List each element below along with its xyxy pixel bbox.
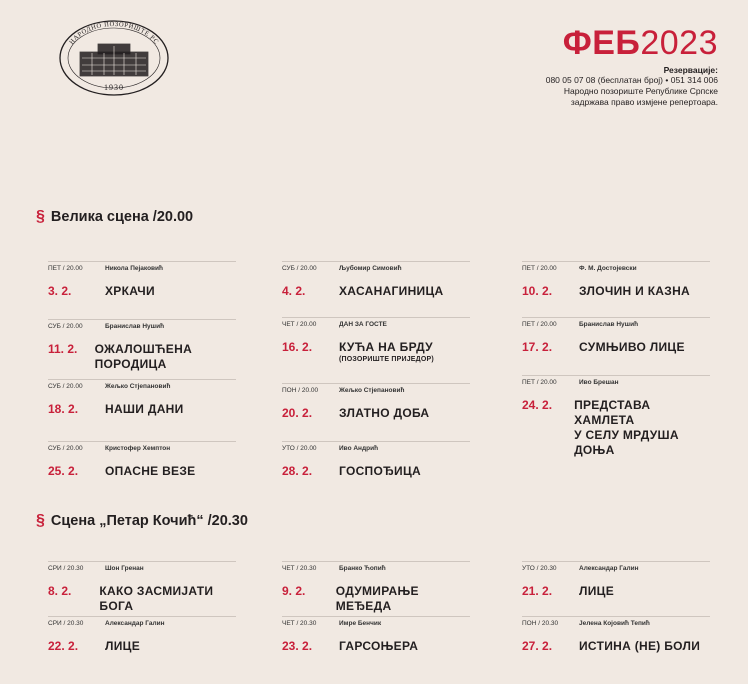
section-icon: § xyxy=(36,208,45,225)
section-title-main-stage xyxy=(36,208,193,226)
month-label: ФЕБ xyxy=(562,24,641,62)
event-day: ПЕТ / 20.00 xyxy=(522,265,557,272)
event-item xyxy=(522,616,710,654)
section-title-text: Велика сцена /20.00 xyxy=(50,209,194,225)
event-date: 16. 2. xyxy=(282,340,313,354)
event-item xyxy=(48,561,236,614)
event-day: СУБ / 20.00 xyxy=(48,445,83,452)
event-day: ЧЕТ / 20.30 xyxy=(282,565,317,572)
event-item xyxy=(282,383,470,421)
event-title: ОПАСНЕ ВЕЗЕ xyxy=(105,464,196,478)
event-author: Бранислав Нушић xyxy=(105,323,165,330)
event-item xyxy=(282,616,470,654)
event-day: УТО / 20.30 xyxy=(522,565,557,572)
event-date: 24. 2. xyxy=(522,398,553,412)
section-title-text: Сцена „Петар Кочић“ /20.30 xyxy=(50,513,248,529)
event-author: Никола Пејаковић xyxy=(105,265,164,272)
logo-year: 1930 xyxy=(104,83,124,92)
event-date: 4. 2. xyxy=(282,284,306,298)
event-day: ЧЕТ / 20.30 xyxy=(282,620,317,627)
event-title: ГОСПОЂИЦА xyxy=(339,464,421,478)
event-date: 11. 2. xyxy=(48,342,78,356)
event-day: СУБ / 20.00 xyxy=(48,323,83,330)
svg-text:НАРОДНО ПОЗОРИШТЕ РС xyxy=(68,21,160,46)
event-title: ЛИЦЕ xyxy=(105,639,141,653)
event-author: Бранко Ћопић xyxy=(339,565,386,572)
event-date: 8. 2. xyxy=(48,584,72,598)
event-item xyxy=(48,261,236,299)
logo-arc-text: НАРОДНО ПОЗОРИШТЕ РС xyxy=(68,20,160,46)
event-day: СУБ / 20.00 xyxy=(48,383,83,390)
event-author: Ф. М. Достојевски xyxy=(579,265,637,272)
event-date: 28. 2. xyxy=(282,464,313,478)
event-item xyxy=(282,561,470,614)
event-date: 18. 2. xyxy=(48,402,79,416)
section-icon: § xyxy=(36,512,45,529)
event-author: Александар Галин xyxy=(105,620,165,627)
reservations-label: Резервације: xyxy=(663,65,718,75)
event-title: СУМЊИВО ЛИЦЕ xyxy=(579,340,685,354)
event-date: 21. 2. xyxy=(522,584,553,598)
event-date: 3. 2. xyxy=(48,284,72,298)
event-author: Имре Бенчик xyxy=(339,620,382,627)
event-author: Иво Брешан xyxy=(579,379,619,386)
event-item xyxy=(48,616,236,654)
event-item xyxy=(522,375,710,458)
event-date: 27. 2. xyxy=(522,639,553,653)
event-title: ИСТИНА (НЕ) БОЛИ xyxy=(579,639,701,653)
event-day: ПЕТ / 20.00 xyxy=(522,379,557,386)
event-title: НАШИ ДАНИ xyxy=(105,402,184,416)
event-title: КАКО ЗАСМИЈАТИ БОГА xyxy=(99,584,214,613)
event-day: ПЕТ / 20.00 xyxy=(522,321,557,328)
section-title-kocic-stage xyxy=(36,512,248,530)
event-author: Бранислав Нушић xyxy=(579,321,639,328)
event-date: 10. 2. xyxy=(522,284,553,298)
event-item xyxy=(522,561,710,599)
theatre-logo xyxy=(58,18,170,98)
event-date: 9. 2. xyxy=(282,584,306,598)
event-date: 22. 2. xyxy=(48,639,79,653)
event-title: ЗЛАТНО ДОБА xyxy=(339,406,430,420)
event-title: ХРКАЧИ xyxy=(105,284,155,298)
event-item xyxy=(282,261,470,299)
event-day: ПОН / 20.00 xyxy=(282,387,319,394)
event-author: Кристофер Хемптон xyxy=(105,445,171,452)
event-title: ОДУМИРАЊЕ МЕЂЕДА xyxy=(335,584,419,613)
event-title: ГАРСОЊЕРА xyxy=(339,639,419,653)
event-title: ОЖАЛОШЋЕНА ПОРОДИЦА xyxy=(94,342,193,371)
event-author: Шон Гренан xyxy=(105,565,144,572)
event-day: ПОН / 20.30 xyxy=(522,620,559,627)
month-year xyxy=(546,26,718,60)
event-day: ПЕТ / 20.00 xyxy=(48,265,83,272)
event-item xyxy=(48,379,236,417)
event-title: ЛИЦЕ xyxy=(579,584,615,598)
event-author: ДАН ЗА ГОСТЕ xyxy=(339,321,387,328)
event-date: 20. 2. xyxy=(282,406,313,420)
event-date: 17. 2. xyxy=(522,340,553,354)
repertoire-note-1: Народно позориште Републике Српске xyxy=(563,86,718,96)
event-date: 25. 2. xyxy=(48,464,79,478)
year-label: 2023 xyxy=(640,24,718,62)
event-title: ЗЛОЧИН И КАЗНА xyxy=(579,284,691,298)
event-author: Жељко Стјепановић xyxy=(339,387,405,394)
header-block xyxy=(546,26,718,108)
event-item xyxy=(282,317,470,363)
event-title: ХАСАНАГИНИЦА xyxy=(339,284,444,298)
event-author: Жељко Стјепановић xyxy=(105,383,171,390)
event-item xyxy=(522,261,710,299)
event-day: СУБ / 20.00 xyxy=(282,265,317,272)
event-day: ЧЕТ / 20.00 xyxy=(282,321,317,328)
event-author: Иво Андрић xyxy=(339,445,379,452)
building-icon xyxy=(80,44,148,76)
event-item xyxy=(522,317,710,355)
event-title-line1: ПРЕДСТАВА ХАМЛЕТА xyxy=(574,398,651,427)
event-item xyxy=(48,441,236,479)
event-title: КУЋА НА БРДУ xyxy=(339,340,433,354)
event-author: Јелена Којовић Тепић xyxy=(579,620,650,627)
reservation-phones: 080 05 07 08 (бесплатан број) • 051 314 006 xyxy=(545,75,718,85)
event-author: Љубомир Симовић xyxy=(339,265,402,272)
repertoire-note-2: задржава право измјене репертоара. xyxy=(570,97,718,107)
event-day: СРИ / 20.30 xyxy=(48,565,84,572)
event-item xyxy=(282,441,470,479)
event-title-line2: У СЕЛУ МРДУША ДОЊА xyxy=(574,428,679,457)
event-author: Александар Галин xyxy=(579,565,639,572)
event-day: УТО / 20.00 xyxy=(282,445,317,452)
event-item xyxy=(48,319,236,372)
event-day: СРИ / 20.30 xyxy=(48,620,84,627)
event-date: 23. 2. xyxy=(282,639,313,653)
event-subtitle: (ПОЗОРИШТЕ ПРИЈЕДОР) xyxy=(339,356,434,363)
